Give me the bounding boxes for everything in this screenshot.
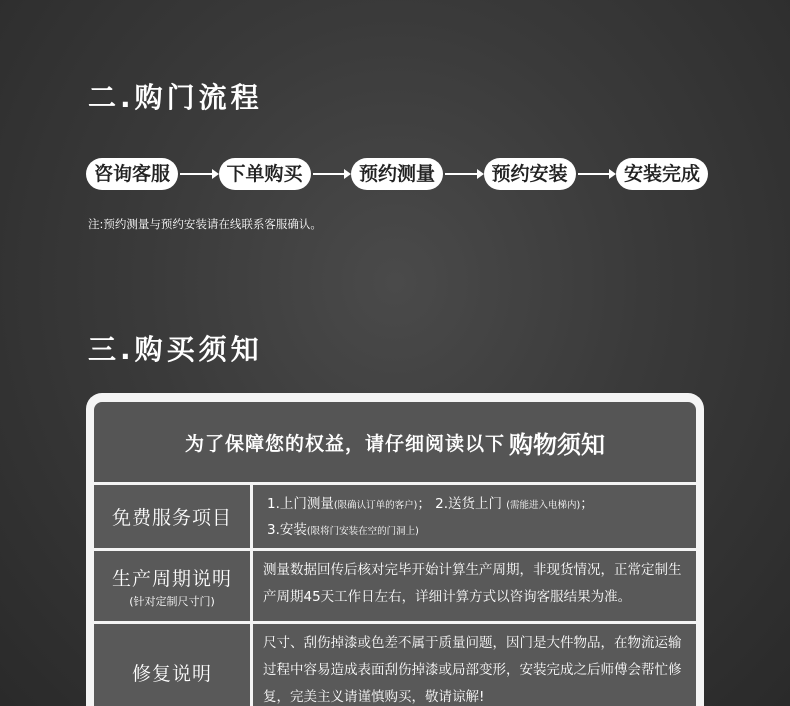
notice-header — [94, 402, 696, 482]
flow-step-consult: 咨询客服 — [86, 158, 178, 190]
flow-note: 注:预约测量与预约安装请在线联系客服确认。 — [88, 217, 322, 231]
flow-arrow-icon — [445, 173, 481, 175]
flow-arrow-icon — [578, 173, 614, 175]
row-label-cell — [94, 485, 250, 548]
row-label: 生产周期说明 — [111, 567, 232, 590]
row-content: 尺寸、刮伤掉漆或色差不属于质量问题，因门是大件物品，在物流运输过程中容易造成表面刮伤掉漆或局部变形，安装完成之后师傅会帮忙修复，完美主义请谨慎购买，敬请谅解! — [253, 624, 696, 706]
flow-step-done: 安装完成 — [616, 158, 708, 190]
service-delivery: 2.送货上门 — [435, 496, 502, 512]
notice-row-free-services — [94, 485, 696, 548]
section-title-purchase-notice: 三.购买须知 — [88, 333, 263, 366]
flow-step-install-booking: 预约安装 — [484, 158, 576, 190]
service-separator: ； — [417, 496, 431, 512]
flow-arrow-icon — [180, 173, 216, 175]
services-line-2 — [267, 518, 686, 544]
flow-step-measure: 预约测量 — [351, 158, 443, 190]
services-line-1 — [267, 492, 686, 518]
service-measure-note: (限确认订单的客户) — [333, 500, 418, 511]
section-title-purchase-flow: 二.购门流程 — [88, 81, 263, 114]
service-measure: 1.上门测量 — [267, 496, 334, 512]
row-label-cell — [94, 551, 250, 621]
row-label: 修复说明 — [131, 662, 212, 685]
service-install-note: (限将门安装在空的门洞上) — [306, 526, 419, 537]
service-end: ； — [580, 496, 594, 512]
flow-arrow-icon — [313, 173, 349, 175]
flow-step-order: 下单购买 — [219, 158, 311, 190]
service-delivery-note: (需能进入电梯内) — [506, 500, 581, 511]
row-content — [253, 485, 696, 548]
notice-row-repair — [94, 624, 696, 706]
row-label-cell — [94, 624, 250, 706]
row-sublabel: (针对定制尺寸门) — [129, 594, 215, 608]
service-install: 3.安装 — [267, 522, 307, 538]
row-content: 测量数据回传后核对完毕开始计算生产周期，非现货情况，正常定制生产周期45天工作日左右，详细计算方式以咨询客服结果为准。 — [253, 551, 696, 621]
notice-header-emphasis: 购物须知 — [509, 430, 605, 459]
notice-row-production-cycle — [94, 551, 696, 621]
row-label: 免费服务项目 — [111, 507, 232, 529]
notice-card — [86, 393, 704, 706]
purchase-flow — [86, 157, 708, 191]
notice-header-lead: 为了保障您的权益，请仔细阅读以下 — [184, 432, 505, 455]
